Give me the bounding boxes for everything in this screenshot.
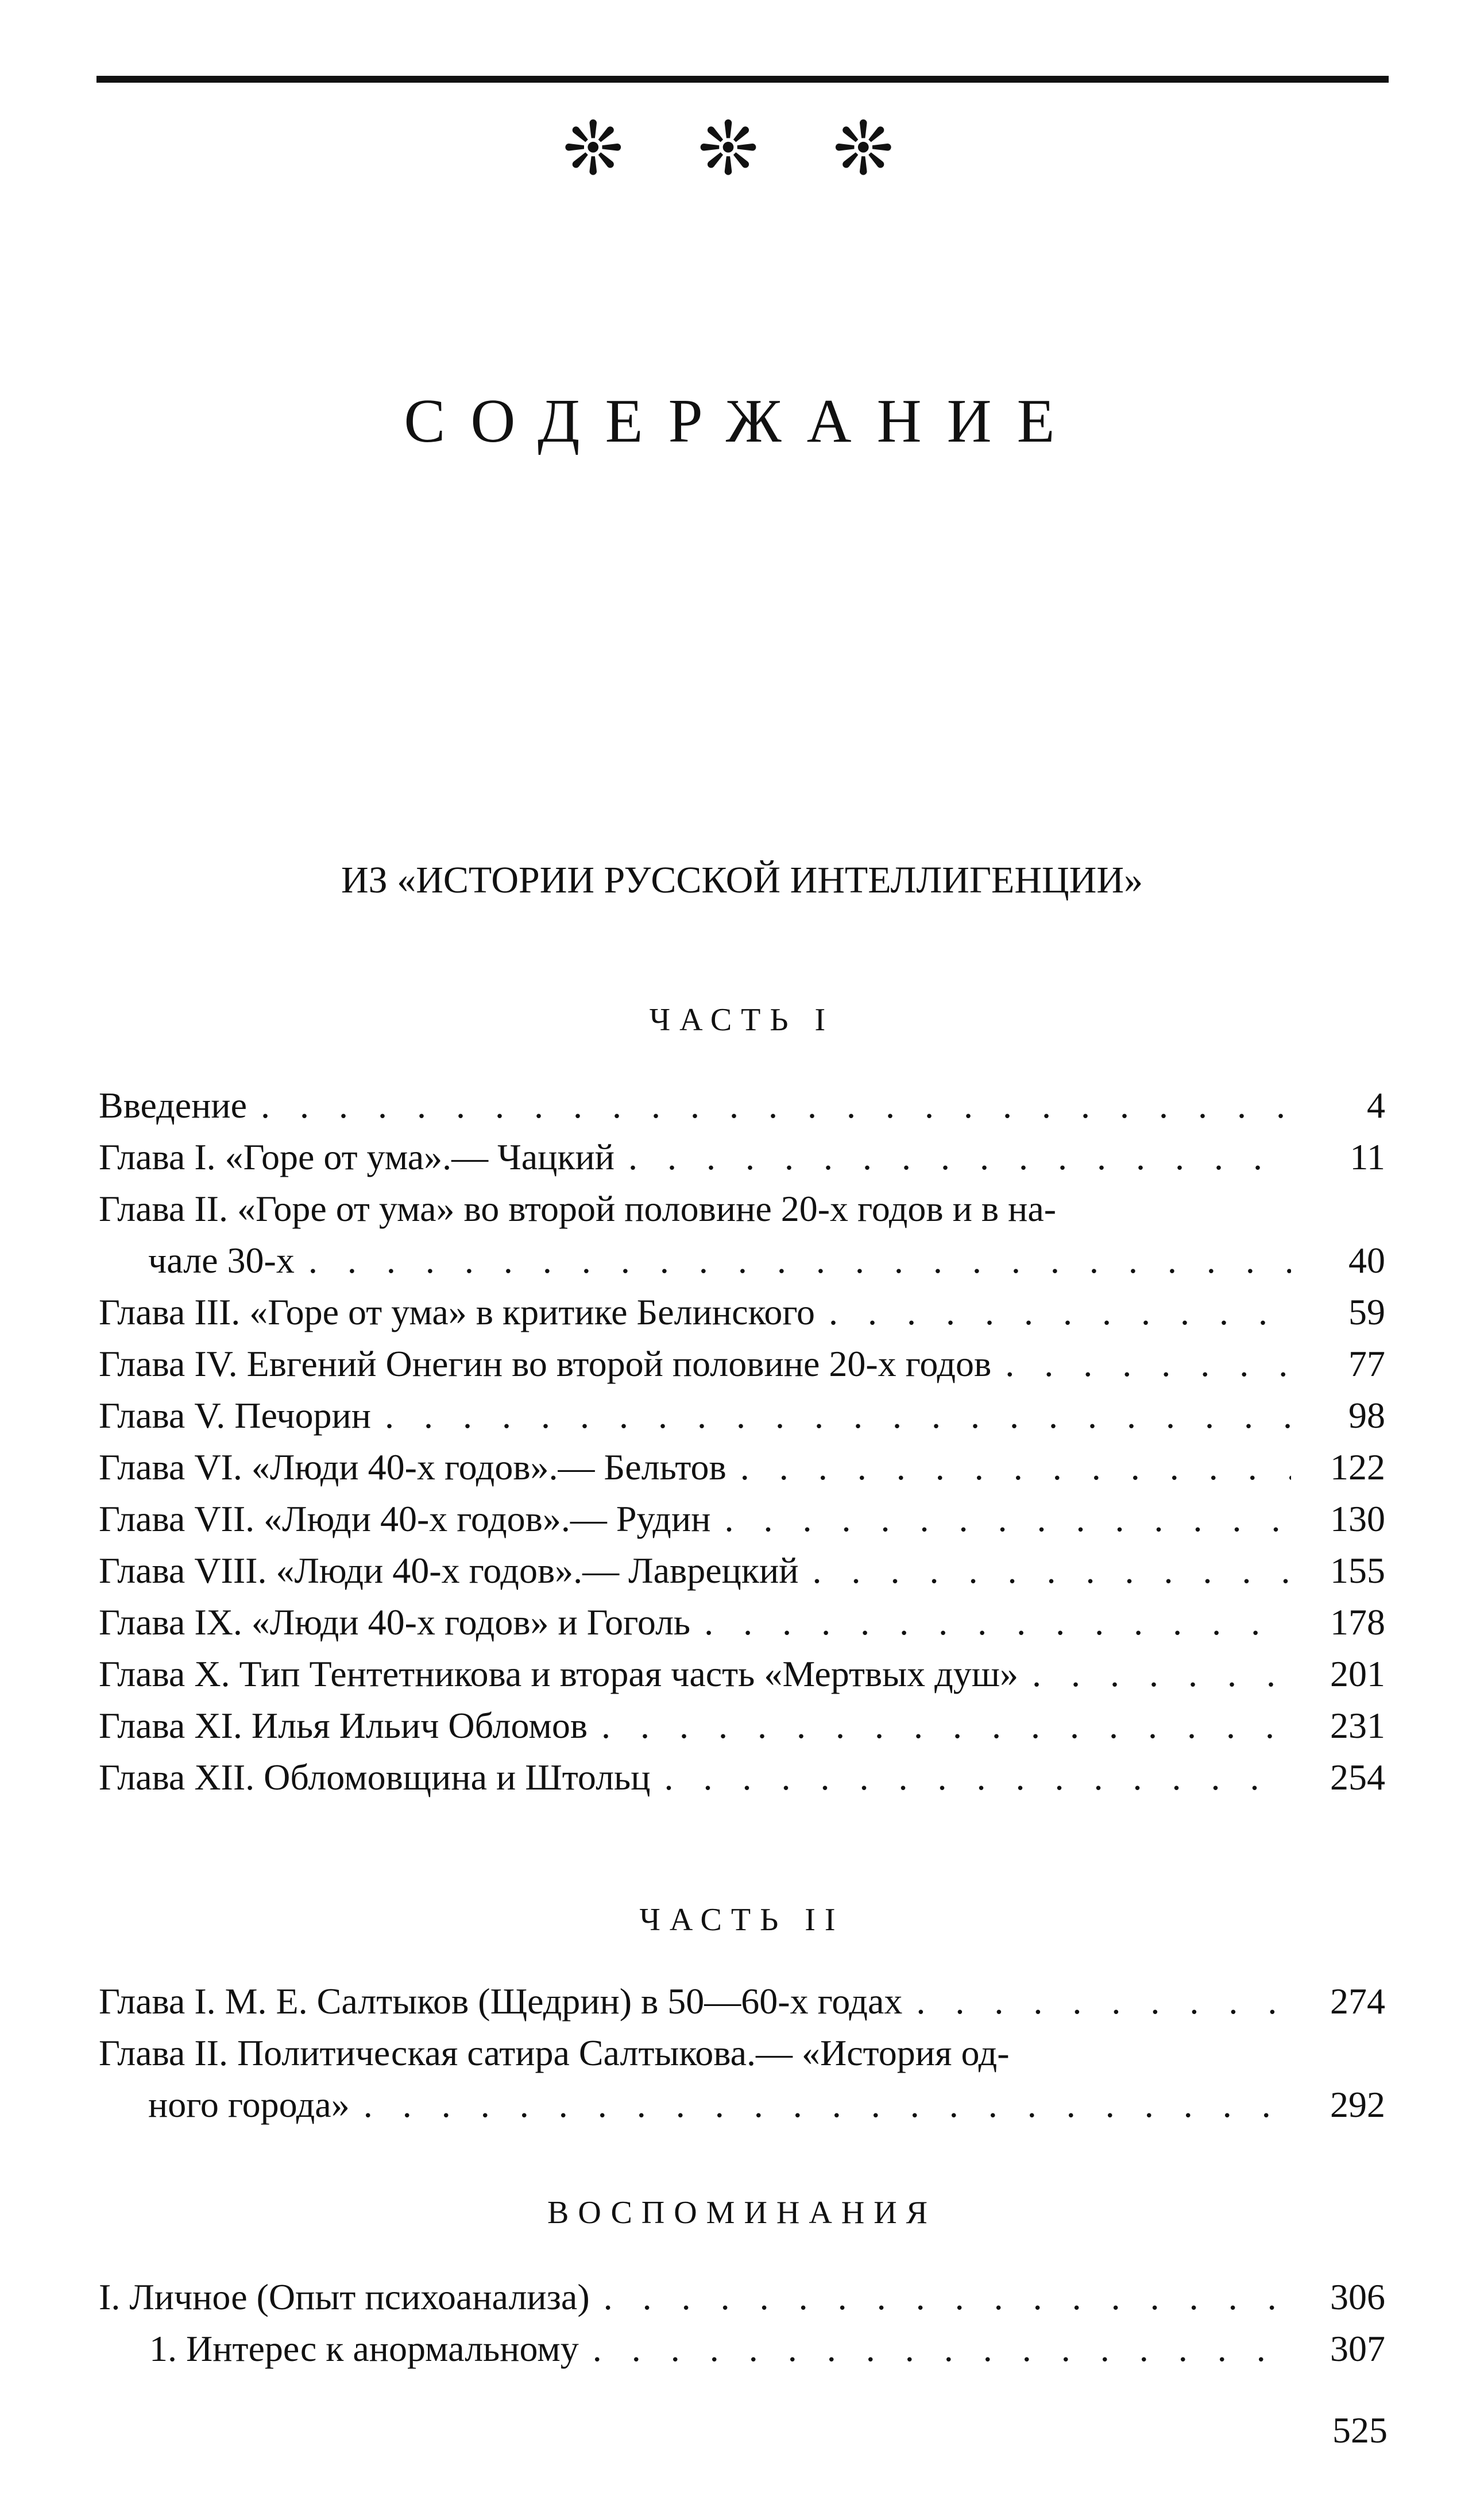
toc-entry-title: I. Личное (Опыт психоанализа) [99, 2276, 590, 2317]
dot-leader [812, 1545, 1291, 1597]
dot-leader [604, 2271, 1291, 2323]
toc-entry-title: Глава IX. «Люди 40-х годов» и Гоголь [99, 1602, 691, 1642]
toc-entry[interactable] [99, 1597, 1385, 1648]
dot-leader [664, 1752, 1291, 1803]
part1-heading: ЧАСТЬ I [649, 1002, 835, 1038]
toc-entry-page: 98 [1348, 1395, 1385, 1436]
toc-entry-title: Глава VI. «Люди 40-х годов».— Бельтов [99, 1447, 726, 1487]
toc-entry-page: 274 [1330, 1981, 1385, 2022]
toc-entry[interactable] [99, 1493, 1385, 1545]
toc-entry[interactable] [99, 1286, 1385, 1338]
dot-leader [916, 1976, 1291, 2027]
toc-entry-page: 155 [1330, 1550, 1385, 1591]
toc-entry[interactable] [99, 1131, 1385, 1183]
top-rule [96, 76, 1389, 83]
dot-leader [308, 1235, 1291, 1286]
page-title: СОДЕРЖАНИЕ [404, 387, 1080, 455]
dot-leader [593, 2323, 1291, 2375]
page-number: 525 [1332, 2410, 1388, 2451]
toc-entry-page: 231 [1330, 1705, 1385, 1746]
dot-leader [1005, 1338, 1291, 1390]
toc-entry-title: 1. Интерес к анормальному [149, 2328, 579, 2369]
toc-entry-title: Глава IV. Евгений Онегин во второй половине 20-х годов [99, 1343, 992, 1384]
toc-entry[interactable] [99, 2027, 1385, 2131]
toc-entry[interactable] [99, 1648, 1385, 1700]
toc-entry[interactable] [99, 1080, 1385, 1131]
book-title: ИЗ «ИСТОРИИ РУССКОЙ ИНТЕЛЛИГЕНЦИИ» [341, 859, 1143, 901]
dot-leader [364, 2079, 1291, 2131]
toc-entry-title: Глава I. М. Е. Салтыков (Щедрин) в 50—60-х годах [99, 1981, 903, 2022]
toc-entry-title: Глава VII. «Люди 40-х годов».— Рудин [99, 1498, 711, 1539]
dot-leader [601, 1700, 1291, 1752]
toc-entry-page: 122 [1330, 1447, 1385, 1487]
toc-entry-page: 40 [1348, 1240, 1385, 1281]
toc-entry-page: 130 [1330, 1498, 1385, 1539]
toc-entry[interactable] [99, 1700, 1385, 1752]
toc-entry-title: Глава V. Печорин [99, 1395, 371, 1436]
toc-entry[interactable] [99, 1752, 1385, 1803]
toc-entry-title: Глава III. «Горе от ума» в критике Белинского [99, 1292, 815, 1332]
toc-entry-page: 11 [1350, 1137, 1385, 1177]
toc-entry-page: 201 [1330, 1653, 1385, 1694]
dot-leader [740, 1441, 1291, 1493]
toc-entry-title-line1: Глава II. «Горе от ума» во второй половине 20-х годов и в на- [99, 1188, 1057, 1229]
dot-leader [261, 1080, 1291, 1131]
toc-entry-title: Глава I. «Горе от ума».— Чацкий [99, 1137, 615, 1177]
dot-leader [829, 1286, 1291, 1338]
toc-entry-page: 77 [1348, 1343, 1385, 1384]
toc-entry-page: 307 [1330, 2328, 1385, 2369]
toc-entry-title: Глава XII. Обломовщина и Штольц [99, 1757, 651, 1798]
dot-leader [628, 1131, 1291, 1183]
toc-entry-title: Глава VIII. «Люди 40-х годов».— Лаврецкий [99, 1550, 799, 1591]
toc-entry[interactable] [99, 1183, 1385, 1286]
part1-toc [99, 1080, 1385, 1803]
toc-entry-page: 178 [1330, 1602, 1385, 1642]
toc-entry[interactable] [99, 2323, 1385, 2375]
toc-entry-page: 4 [1367, 1085, 1385, 1126]
ornament-row: ❊ ❊ ❊ [562, 109, 922, 190]
toc-entry[interactable] [99, 1976, 1385, 2027]
toc-entry[interactable] [99, 2271, 1385, 2323]
dot-leader [704, 1597, 1291, 1648]
part2-heading: ЧАСТЬ II [639, 1902, 845, 1938]
toc-entry-page: 292 [1330, 2084, 1385, 2125]
toc-entry[interactable] [99, 1545, 1385, 1597]
toc-entry-title: Введение [99, 1085, 247, 1126]
memoirs-heading: ВОСПОМИНАНИЯ [547, 2195, 937, 2231]
toc-entry[interactable] [99, 1338, 1385, 1390]
toc-entry[interactable] [99, 1441, 1385, 1493]
toc-entry-title: Глава XI. Илья Ильич Обломов [99, 1705, 588, 1746]
dot-leader [724, 1493, 1291, 1545]
dot-leader [1032, 1648, 1291, 1700]
toc-entry[interactable] [99, 1390, 1385, 1441]
part2-toc [99, 1976, 1385, 2131]
dot-leader [385, 1390, 1291, 1441]
toc-entry-page: 306 [1330, 2276, 1385, 2317]
toc-entry-title: чале 30-х [148, 1240, 295, 1281]
toc-entry-page: 59 [1348, 1292, 1385, 1332]
toc-entry-title-line1: Глава II. Политическая сатира Салтыкова.— «История од- [99, 2032, 1010, 2073]
toc-entry-title: ного города» [148, 2084, 350, 2125]
memoirs-toc [99, 2271, 1385, 2375]
toc-entry-page: 254 [1330, 1757, 1385, 1798]
toc-entry-title: Глава X. Тип Тентетникова и вторая часть «Мертвых душ» [99, 1653, 1018, 1694]
